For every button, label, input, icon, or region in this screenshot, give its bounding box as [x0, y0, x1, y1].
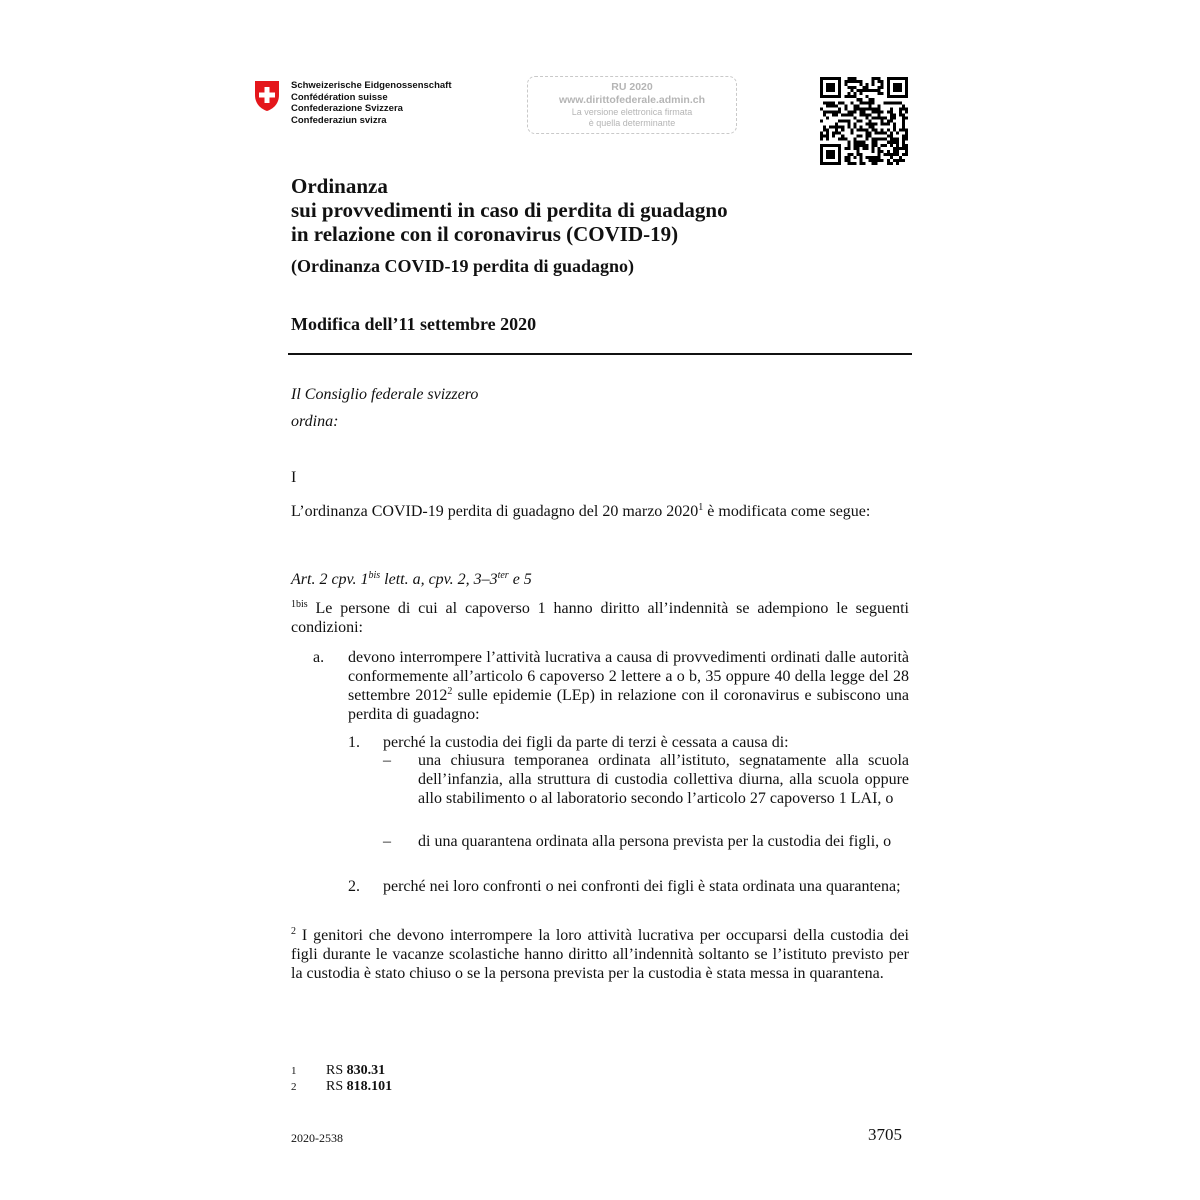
dash-item-text: una chiusura temporanea ordinata all’istituto, segnatamente alla scuola dell’infanzia, alla struttura di custodia collettiva diurna, alla scuola oppure allo stabilimento o al laboratorio secondo l’articolo 27 capoverso 1 LAI, o — [418, 752, 909, 807]
article-heading-part: lett. a, cpv. 2, 3–3 — [380, 571, 498, 588]
section-number: I — [291, 469, 297, 486]
short-title: (Ordinanza COVID-19 perdita di guadagno) — [291, 256, 635, 276]
footnote-ref-1: 1 — [698, 502, 704, 513]
confederation-names — [291, 80, 452, 126]
sub-item-text: perché nei loro confronti o nei confronti dei figli è stata ordinata una quarantena; — [383, 878, 901, 895]
sub-item-label: 1. — [348, 734, 360, 751]
footnote — [291, 1063, 392, 1079]
article-heading-sup: ter — [497, 570, 509, 581]
article-heading-sup: bis — [368, 570, 381, 581]
sub-item-text: perché la custodia dei figli da parte di terzi è cessata a causa di: — [383, 734, 789, 751]
list-item-a — [291, 648, 909, 724]
official-publication-stamp — [527, 76, 737, 134]
page-number: 3705 — [868, 1125, 902, 1144]
paragraph-number: 2 — [291, 926, 296, 937]
footnote-reference: 818.101 — [346, 1079, 393, 1094]
footnote — [291, 1079, 392, 1095]
stamp-note-2: è quella determinante — [588, 118, 676, 128]
dash-label: – — [383, 752, 391, 769]
footnote-number: 1 — [291, 1065, 297, 1077]
dash-label: – — [383, 833, 391, 850]
qr-code-icon — [820, 77, 908, 165]
sub-item-2 — [291, 877, 909, 896]
amendment-date: Modifica dell’11 settembre 2020 — [291, 314, 537, 334]
title-line-2: sui provvedimenti in caso di perdita di guadagno — [291, 198, 728, 222]
document-number: 2020-2538 — [291, 1131, 343, 1145]
footnote-prefix: RS — [326, 1063, 344, 1078]
paragraph-text: Le persone di cui al capoverso 1 hanno diritto all’indennità se adempiono le seguenti condizioni: — [291, 600, 909, 636]
preamble-decree: ordina: — [291, 413, 339, 430]
intro-text-end: è modificata come segue: — [703, 503, 871, 520]
stamp-note-1: La versione elettronica firmata — [571, 107, 693, 117]
footnote-ref-2: 2 — [447, 686, 453, 697]
ordinance-title — [291, 174, 728, 246]
article-heading — [291, 570, 532, 589]
title-divider — [288, 353, 912, 355]
swiss-crest-icon — [253, 80, 281, 112]
stamp-url: www.dirittofederale.admin.ch — [558, 94, 706, 106]
confederation-name-de: Schweizerische Eidgenossenschaft — [291, 80, 452, 91]
list-item-text-part: devono interrompere l’attività lucrativa a causa di provvedimenti ordinati dalle autorità conformemente all’articolo 6 capoverso 2 lettere a o b, 35 oppure 40 della legge del 28 settembre 2012 — [348, 649, 909, 704]
preamble-authority: Il Consiglio federale svizzero — [291, 386, 479, 403]
stamp-ru: RU 2020 — [611, 81, 653, 93]
article-heading-part: e 5 — [508, 571, 532, 588]
sub-item-label: 2. — [348, 878, 360, 895]
title-line-3: in relazione con il coronavirus (COVID-19) — [291, 222, 679, 246]
title-line-1: Ordinanza — [291, 174, 388, 198]
paragraph-text: I genitori che devono interrompere la loro attività lucrativa per occuparsi della custodia dei figli durante le vacanze scolastiche hanno diritto all’indennità soltanto se l’istituto previsto per la custodia è stato chiuso o se la persona prevista per la custodia è stata messa in quarantena. — [291, 927, 909, 982]
confederation-name-rm: Confederaziun svizra — [291, 114, 387, 126]
list-label: a. — [313, 649, 325, 666]
footnote-reference: 830.31 — [346, 1063, 386, 1078]
article-heading-part: Art. 2 cpv. 1 — [291, 571, 369, 588]
dash-item-1 — [291, 751, 909, 808]
intro-paragraph — [291, 502, 909, 521]
footnote-number: 2 — [291, 1081, 297, 1093]
sub-item-1 — [291, 733, 909, 752]
dash-item-text: di una quarantena ordinata alla persona prevista per la custodia dei figli, o — [418, 833, 892, 850]
confederation-name-it: Confederazione Svizzera — [291, 103, 403, 114]
paragraph-1bis — [291, 599, 909, 637]
footnote-prefix: RS — [326, 1079, 344, 1094]
paragraph-number: 1bis — [291, 599, 308, 610]
footnotes — [291, 1063, 392, 1095]
dash-item-2 — [291, 832, 909, 851]
list-item-text-part: sulle epidemie (LEp) in relazione con il coronavirus e subiscono una perdita di guadagno: — [348, 687, 909, 723]
confederation-name-fr: Confédération suisse — [291, 91, 388, 103]
list-item-text — [348, 648, 909, 724]
intro-text: L’ordinanza COVID-19 perdita di guadagno del 20 marzo 2020 — [291, 503, 699, 520]
paragraph-2 — [291, 926, 909, 983]
